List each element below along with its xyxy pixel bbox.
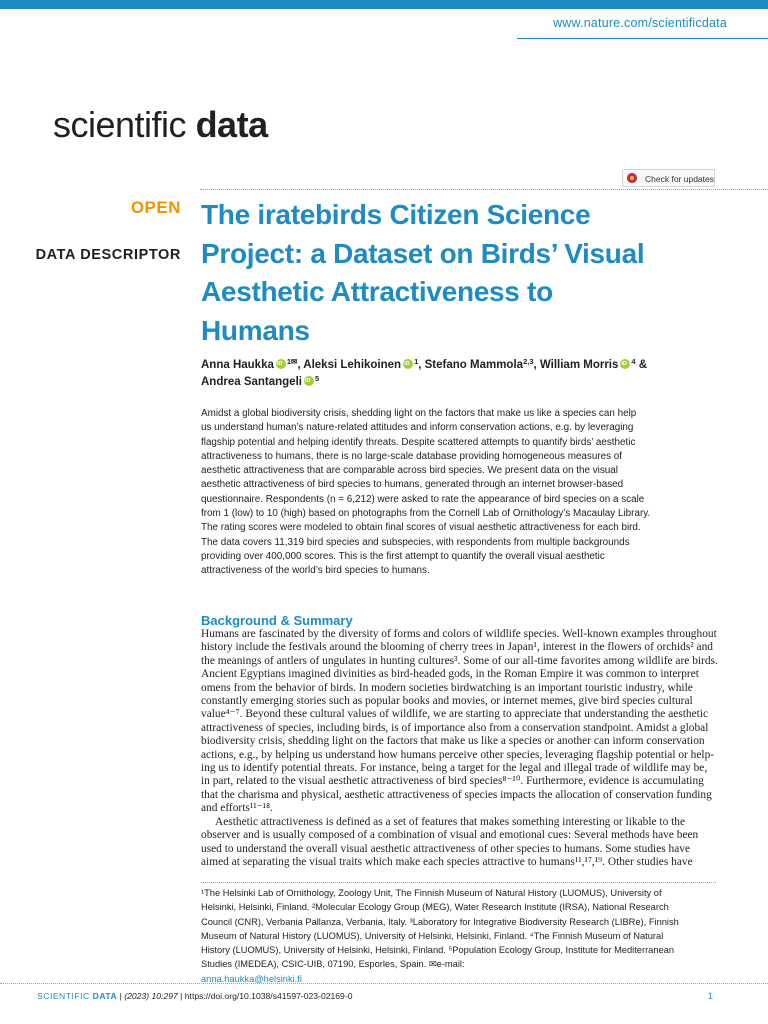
affiliations <box>201 886 721 986</box>
crossmark-icon <box>627 173 637 183</box>
affiliation-divider <box>201 882 716 883</box>
orcid-icon[interactable] <box>276 359 286 369</box>
footer-separator: | <box>117 991 125 1001</box>
affiliation-text: Studies (IMEDEA), CSIC-UIB, 07190, Esporles, Spain. ✉e-mail: <box>201 959 465 970</box>
footer-journal-light: SCIENTIFIC <box>37 991 93 1001</box>
abstract <box>201 407 721 579</box>
title-line: The iratebirds Citizen Science <box>201 199 591 230</box>
body-line: actions, e.g., by helping us understand how humans perceive other species, leveraging flagship potential or help- <box>201 748 715 761</box>
check-for-updates-button[interactable] <box>622 169 715 187</box>
affiliation-line: ¹The Helsinki Lab of Ornithology, Zoology Unit, The Finnish Museum of Natural History (LUOMUS), University of <box>201 888 662 898</box>
abstract-line: The data covers 11,319 bird species and subspecies, with respondents from multiple backgrounds <box>201 536 630 548</box>
footer-volume: (2023) 10:297 <box>124 991 178 1001</box>
body-line: used to understand the overall visual aesthetic attractiveness of other species to humans. Some studies have <box>201 842 691 855</box>
affiliation-line: Council (CNR), Verbania Pallanza, Verbania, Italy. ³Laboratory for Integrative Biodiversity Research (LIBRe), Finnish <box>201 916 679 927</box>
author-separator: & <box>635 359 648 371</box>
logo-bold: data <box>195 104 268 145</box>
affiliation-line: Museum of Natural History (LUOMUS), University of Helsinki, Helsinki, Finland. ⁴The Finnish Museum of Natural <box>201 930 664 941</box>
body-line: that the charisma and physical, aesthetic attractiveness of species impacts the allocation of conservation funding <box>201 788 712 801</box>
body-line: ing us to identify potential threats. For instance, being a target for the legal and illegal trade of wildlife may be, <box>201 762 708 775</box>
author-name[interactable]: , Aleksi Lehikoinen <box>297 359 402 371</box>
title-line: Aesthetic Attractiveness to <box>201 276 553 307</box>
section-heading: Background & Summary <box>201 613 353 628</box>
body-line: Ancient Egyptians imagined divinities as bird-headed gods, in the Roman Empire it was common to interpret <box>201 668 699 681</box>
journal-logo <box>53 104 268 146</box>
body-line: history include the festivals around the blooming of cherry trees in Japan¹, interest in the flowers of orchids² and <box>201 641 713 654</box>
affiliation-ref: 1 <box>414 357 419 366</box>
body-line: Humans are fascinated by the diversity of forms and colors of wildlife species. Well-known examples throughout <box>201 628 717 640</box>
affiliation-line <box>201 957 721 986</box>
page-number: 1 <box>707 991 713 1001</box>
affiliation-ref: 2,3 <box>523 357 534 366</box>
abstract-line: Amidst a global biodiversity crisis, shedding light on the factors that make us like a species can help <box>201 408 637 419</box>
abstract-line: questionnaire. Respondents (n = 6,212) were asked to rate the appearance of bird species on a scale <box>201 493 645 505</box>
body-line: in part, related to the visual aesthetic attractiveness of bird species⁸⁻¹⁰. Furthermore, evidence is accumulating <box>201 775 704 788</box>
doi-link[interactable]: | https://doi.org/10.1038/s41597-023-02169-0 <box>177 991 353 1001</box>
email-icon[interactable]: ✉ <box>291 357 298 366</box>
affiliation-line: Helsinki, Helsinki, Finland. ²Molecular Ecology Group (MEG), Water Research Institute (IRSA), National Research <box>201 902 669 913</box>
title-divider <box>200 189 768 190</box>
body-text <box>201 628 716 869</box>
author-name[interactable]: , William Morris <box>533 359 619 371</box>
body-line: Aesthetic attractiveness is defined as a set of features that makes something interesting or likable to the <box>215 815 686 828</box>
orcid-icon[interactable] <box>620 359 630 369</box>
body-line: attractiveness of species, including birds, is of importance also from a conservation standpoint. Amidst a global <box>201 721 709 734</box>
article-type-label: DATA DESCRIPTOR <box>35 247 181 263</box>
footer-divider <box>0 983 768 984</box>
body-line: aimed at separating the visual traits which make each species attractive to humans¹¹,¹⁷,¹⁹. Other studies have <box>201 855 693 868</box>
abstract-line: us understand human’s nature-related attitudes and inform conservation actions, e.g. by leveraging <box>201 422 634 434</box>
footer-citation <box>37 991 352 1001</box>
affiliation-line: History (LUOMUS), University of Helsinki, Helsinki, Finland. ⁵Population Ecology Group, Institute for Mediterranean <box>201 945 675 956</box>
body-line: observer and is usually composed of a combination of visual and emotional cues: Several methods have been <box>201 829 699 842</box>
title-line: Project: a Dataset on Birds’ Visual <box>201 237 645 269</box>
open-access-label: OPEN <box>130 198 181 217</box>
email-link[interactable]: anna.haukka@helsinki.fi <box>201 973 302 984</box>
author-list <box>201 357 721 391</box>
title-line: Humans <box>201 314 310 346</box>
affiliation-ref: 5 <box>314 374 320 383</box>
check-updates-label: Check for updates <box>645 174 714 184</box>
abstract-line: from 1 (low) to 10 (high) based on photographs from the Cornell Lab of Ornithology’s Macaulay Library. <box>201 508 651 520</box>
footer-journal-bold: DATA <box>92 991 118 1001</box>
body-line: and efforts¹¹⁻¹⁸. <box>201 802 273 815</box>
body-line: omens from the behavior of birds. In modern societies birdwatching is an important touristic industry, while <box>201 681 693 694</box>
affiliation-ref: 1 <box>286 357 292 366</box>
body-line: constantly emerging stories such as popular books and movies, or internet memes, give bird species cultural <box>201 695 693 708</box>
logo-light: scientific <box>53 104 187 145</box>
abstract-line: providing over 400,000 scores. This is the first attempt to quantify the overall visual aesthetic <box>201 550 605 562</box>
abstract-line: aesthetic attractiveness that are comparable across bird species. We present data on the visual <box>201 465 618 477</box>
orcid-icon[interactable] <box>304 376 314 386</box>
article-title <box>201 196 721 350</box>
body-line: value⁴⁻⁷. Beyond these cultural values of wildlife, we are starting to appreciate that understanding the aesthetic <box>201 708 709 721</box>
abstract-line: attractiveness to humans, there is no large-scale database providing homogeneous measures of <box>201 450 623 462</box>
body-line: biodiversity crisis, shedding light on the factors that make us like a species or another can inform conservation <box>201 735 705 748</box>
abstract-line: flagship potential and helping identify threats. Despite scattered attempts to quantify birds’ aesthetic <box>201 436 636 448</box>
author-name[interactable]: Andrea Santangeli <box>201 376 302 388</box>
affiliation-ref: 4 <box>631 357 636 366</box>
footer-journal <box>37 991 117 1001</box>
orcid-icon[interactable] <box>403 359 413 369</box>
body-line: the meanings of antlers of ungulates in hunting cultures³. Some of our all-time favorites among wildlife are birds. <box>201 654 718 667</box>
header-rule <box>517 38 768 39</box>
author-name[interactable]: , Stefano Mammola <box>418 359 524 371</box>
top-accent-bar <box>0 0 768 9</box>
journal-url-link[interactable]: www.nature.com/scientificdata <box>553 16 727 30</box>
author-name[interactable]: Anna Haukka <box>201 359 274 371</box>
abstract-line: attractiveness of the world’s bird species to humans. <box>201 565 430 577</box>
abstract-line: The rating scores were modeled to obtain final scores of visual aesthetic attractiveness for each bird. <box>201 522 641 534</box>
abstract-line: aesthetic attractiveness of bird species to humans, generated through an internet browser-based <box>201 479 624 491</box>
